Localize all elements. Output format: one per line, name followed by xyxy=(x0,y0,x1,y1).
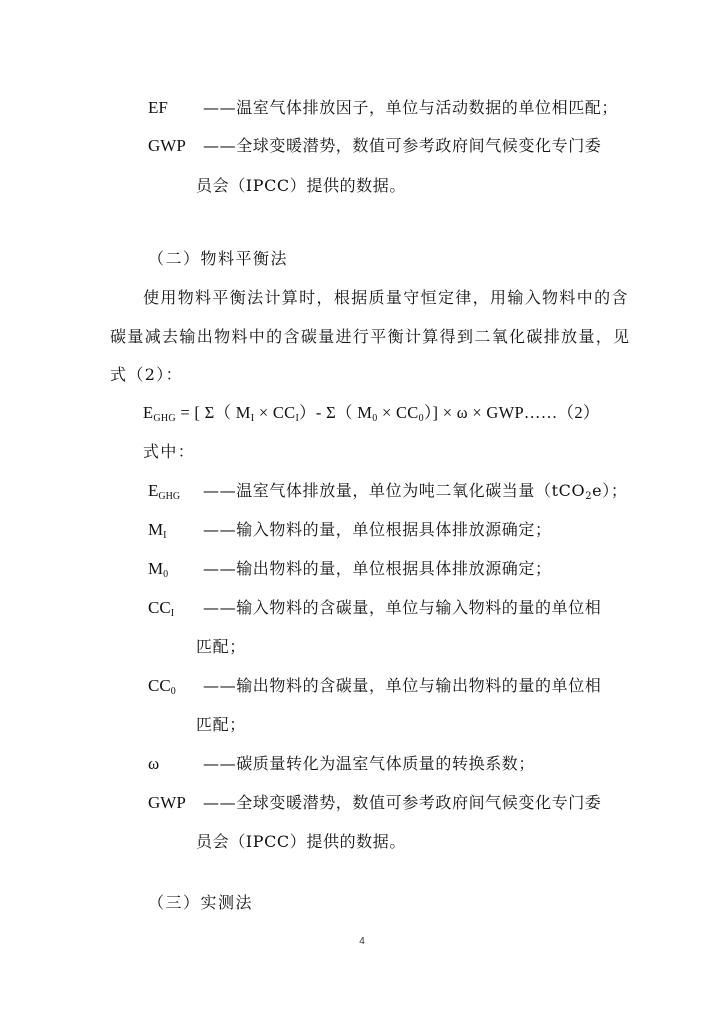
definition-cci-continuation: 匹配； xyxy=(196,637,246,656)
formula-part-2: × CC xyxy=(254,403,296,422)
formula-sub-1: I xyxy=(250,413,255,424)
definition-cc0: ——输出物料的含碳量，单位与输出物料的量的单位相 xyxy=(203,676,602,695)
paragraph-line-1: 使用物料平衡法计算时，根据质量守恒定律，用输入物料中的含 xyxy=(143,288,629,307)
formula-part-5: ）] × ω × GWP……（2） xyxy=(423,403,600,422)
formula-2 xyxy=(143,402,600,424)
formula-lhs: E xyxy=(143,403,154,422)
symbol-gwp: GWP xyxy=(148,793,186,812)
symbol-mi: $M_I$ xyxy=(148,520,167,541)
page-number: 4 xyxy=(359,936,365,947)
symbol-ef: EF xyxy=(148,98,168,117)
formula-part-3: ）- Σ（ M xyxy=(299,403,373,422)
section-heading-measurement: （三）实测法 xyxy=(148,893,254,912)
formula-lhs-sub: GHG xyxy=(153,413,176,424)
symbol-cc0: $CC_0$ xyxy=(148,676,176,697)
definition-m0: ——输出物料的量，单位根据具体排放源确定； xyxy=(203,559,552,578)
formula-part-1: = [ Σ（ M xyxy=(175,403,251,422)
formula-sub-2: I xyxy=(295,413,300,424)
symbol-eghg: $E_{GHG}$ xyxy=(148,481,181,502)
symbol-m0: $M_0$ xyxy=(148,559,169,580)
definition-gwp-top: ——全球变暖潜势，数值可参考政府间气候变化专门委 xyxy=(203,136,602,155)
definition-omega: ——碳质量转化为温室气体质量的转换系数； xyxy=(203,754,536,773)
definition-gwp: ——全球变暖潜势，数值可参考政府间气候变化专门委 xyxy=(203,793,602,812)
paragraph-line-2: 碳量减去输出物料中的含碳量进行平衡计算得到二氧化碳排放量，见 xyxy=(110,327,631,346)
symbol-gwp-top: GWP xyxy=(148,136,186,155)
paragraph-line-3: 式（2）： xyxy=(110,365,183,384)
where-label: 式中： xyxy=(143,442,196,461)
section-heading-material-balance: （二）物料平衡法 xyxy=(148,249,289,268)
definition-eghg: ——温室气体排放量，单位为吨二氧化碳当量（tCO$_2$e）； xyxy=(203,481,628,502)
symbol-cci: $CC_I$ xyxy=(148,598,175,619)
definition-gwp-continuation: 员会（IPCC）提供的数据。 xyxy=(196,832,406,851)
definition-ef: ——温室气体排放因子，单位与活动数据的单位相匹配； xyxy=(203,98,619,117)
definition-cci: ——输入物料的含碳量，单位与输入物料的量的单位相 xyxy=(203,598,602,617)
definition-mi: ——输入物料的量，单位根据具体排放源确定； xyxy=(203,520,552,539)
symbol-omega: ω xyxy=(148,754,160,773)
formula-sub-4: 0 xyxy=(418,413,424,424)
formula-sub-3: 0 xyxy=(372,413,378,424)
definition-cc0-continuation: 匹配； xyxy=(196,715,246,734)
formula-part-4: × CC xyxy=(377,403,419,422)
definition-gwp-top-continuation: 员会（IPCC）提供的数据。 xyxy=(196,176,406,195)
